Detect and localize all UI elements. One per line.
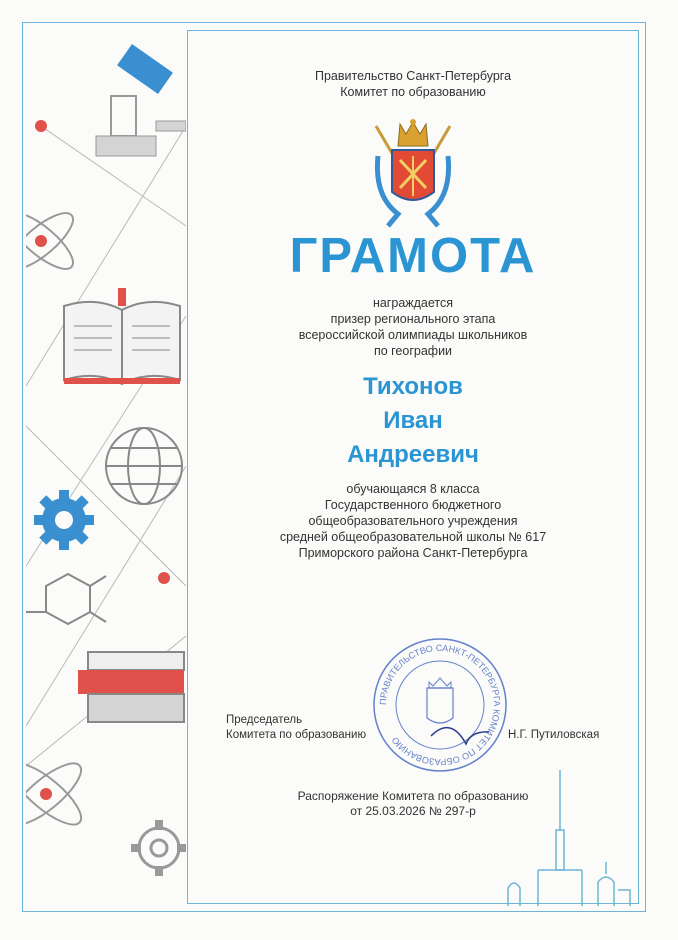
school-line-2: Государственного бюджетного (324, 498, 502, 512)
city-skyline-icon (498, 770, 638, 906)
document-title: ГРАМОТА (289, 229, 537, 283)
school-line-1: обучающаяся 8 класса (346, 482, 480, 496)
school-line-3: общеобразовательного учреждения (308, 514, 518, 528)
stamp-text: ПРАВИТЕЛЬСТВО САНКТ-ПЕТЕРБУРГА КОМИТЕТ ПО ОБРАЗОВАНИЮ (377, 642, 503, 768)
header-line-1: Правительство Санкт-Петербурга (314, 69, 512, 83)
recipient-name: Иван (383, 407, 443, 434)
atom-icon (26, 205, 81, 278)
signer-title-1: Председатель (226, 714, 303, 726)
award-line-3: всероссийской олимпиады школьников (298, 328, 528, 342)
award-line-4: по географии (373, 344, 453, 358)
molecule-icon (26, 574, 106, 624)
certificate-body (188, 30, 638, 904)
award-line-1: награждается (372, 296, 454, 310)
gear-icon (131, 820, 186, 876)
header-line-2: Комитет по образованию (340, 85, 486, 99)
open-book-icon (64, 288, 180, 384)
signer-name: Н.Г. Путиловская (508, 729, 600, 741)
order-line-2: от 25.03.2026 № 297-р (350, 804, 476, 818)
atom-icon (26, 754, 89, 834)
school-line-5: Приморского района Санкт-Петербурга (298, 546, 528, 560)
microscope-icon (96, 44, 186, 156)
svg-text:ПРАВИТЕЛЬСТВО САНКТ-ПЕТЕРБУРГА (378, 643, 502, 767)
recipient-surname: Тихонов (363, 373, 463, 400)
school-line-4: средней общеобразовательной школы № 617 (279, 530, 547, 544)
recipient-patronymic: Андреевич (347, 441, 479, 468)
order-line-1: Распоряжение Комитета по образованию (297, 789, 529, 803)
coat-of-arms-icon (368, 116, 458, 232)
signer-title-2: Комитета по образованию (226, 729, 367, 741)
globe-icon (106, 428, 182, 504)
official-stamp (371, 636, 509, 774)
books-stack-icon (78, 652, 184, 722)
gear-icon (34, 490, 94, 550)
decorative-sidebar (26, 26, 186, 908)
award-line-2: призер регионального этапа (330, 312, 496, 326)
